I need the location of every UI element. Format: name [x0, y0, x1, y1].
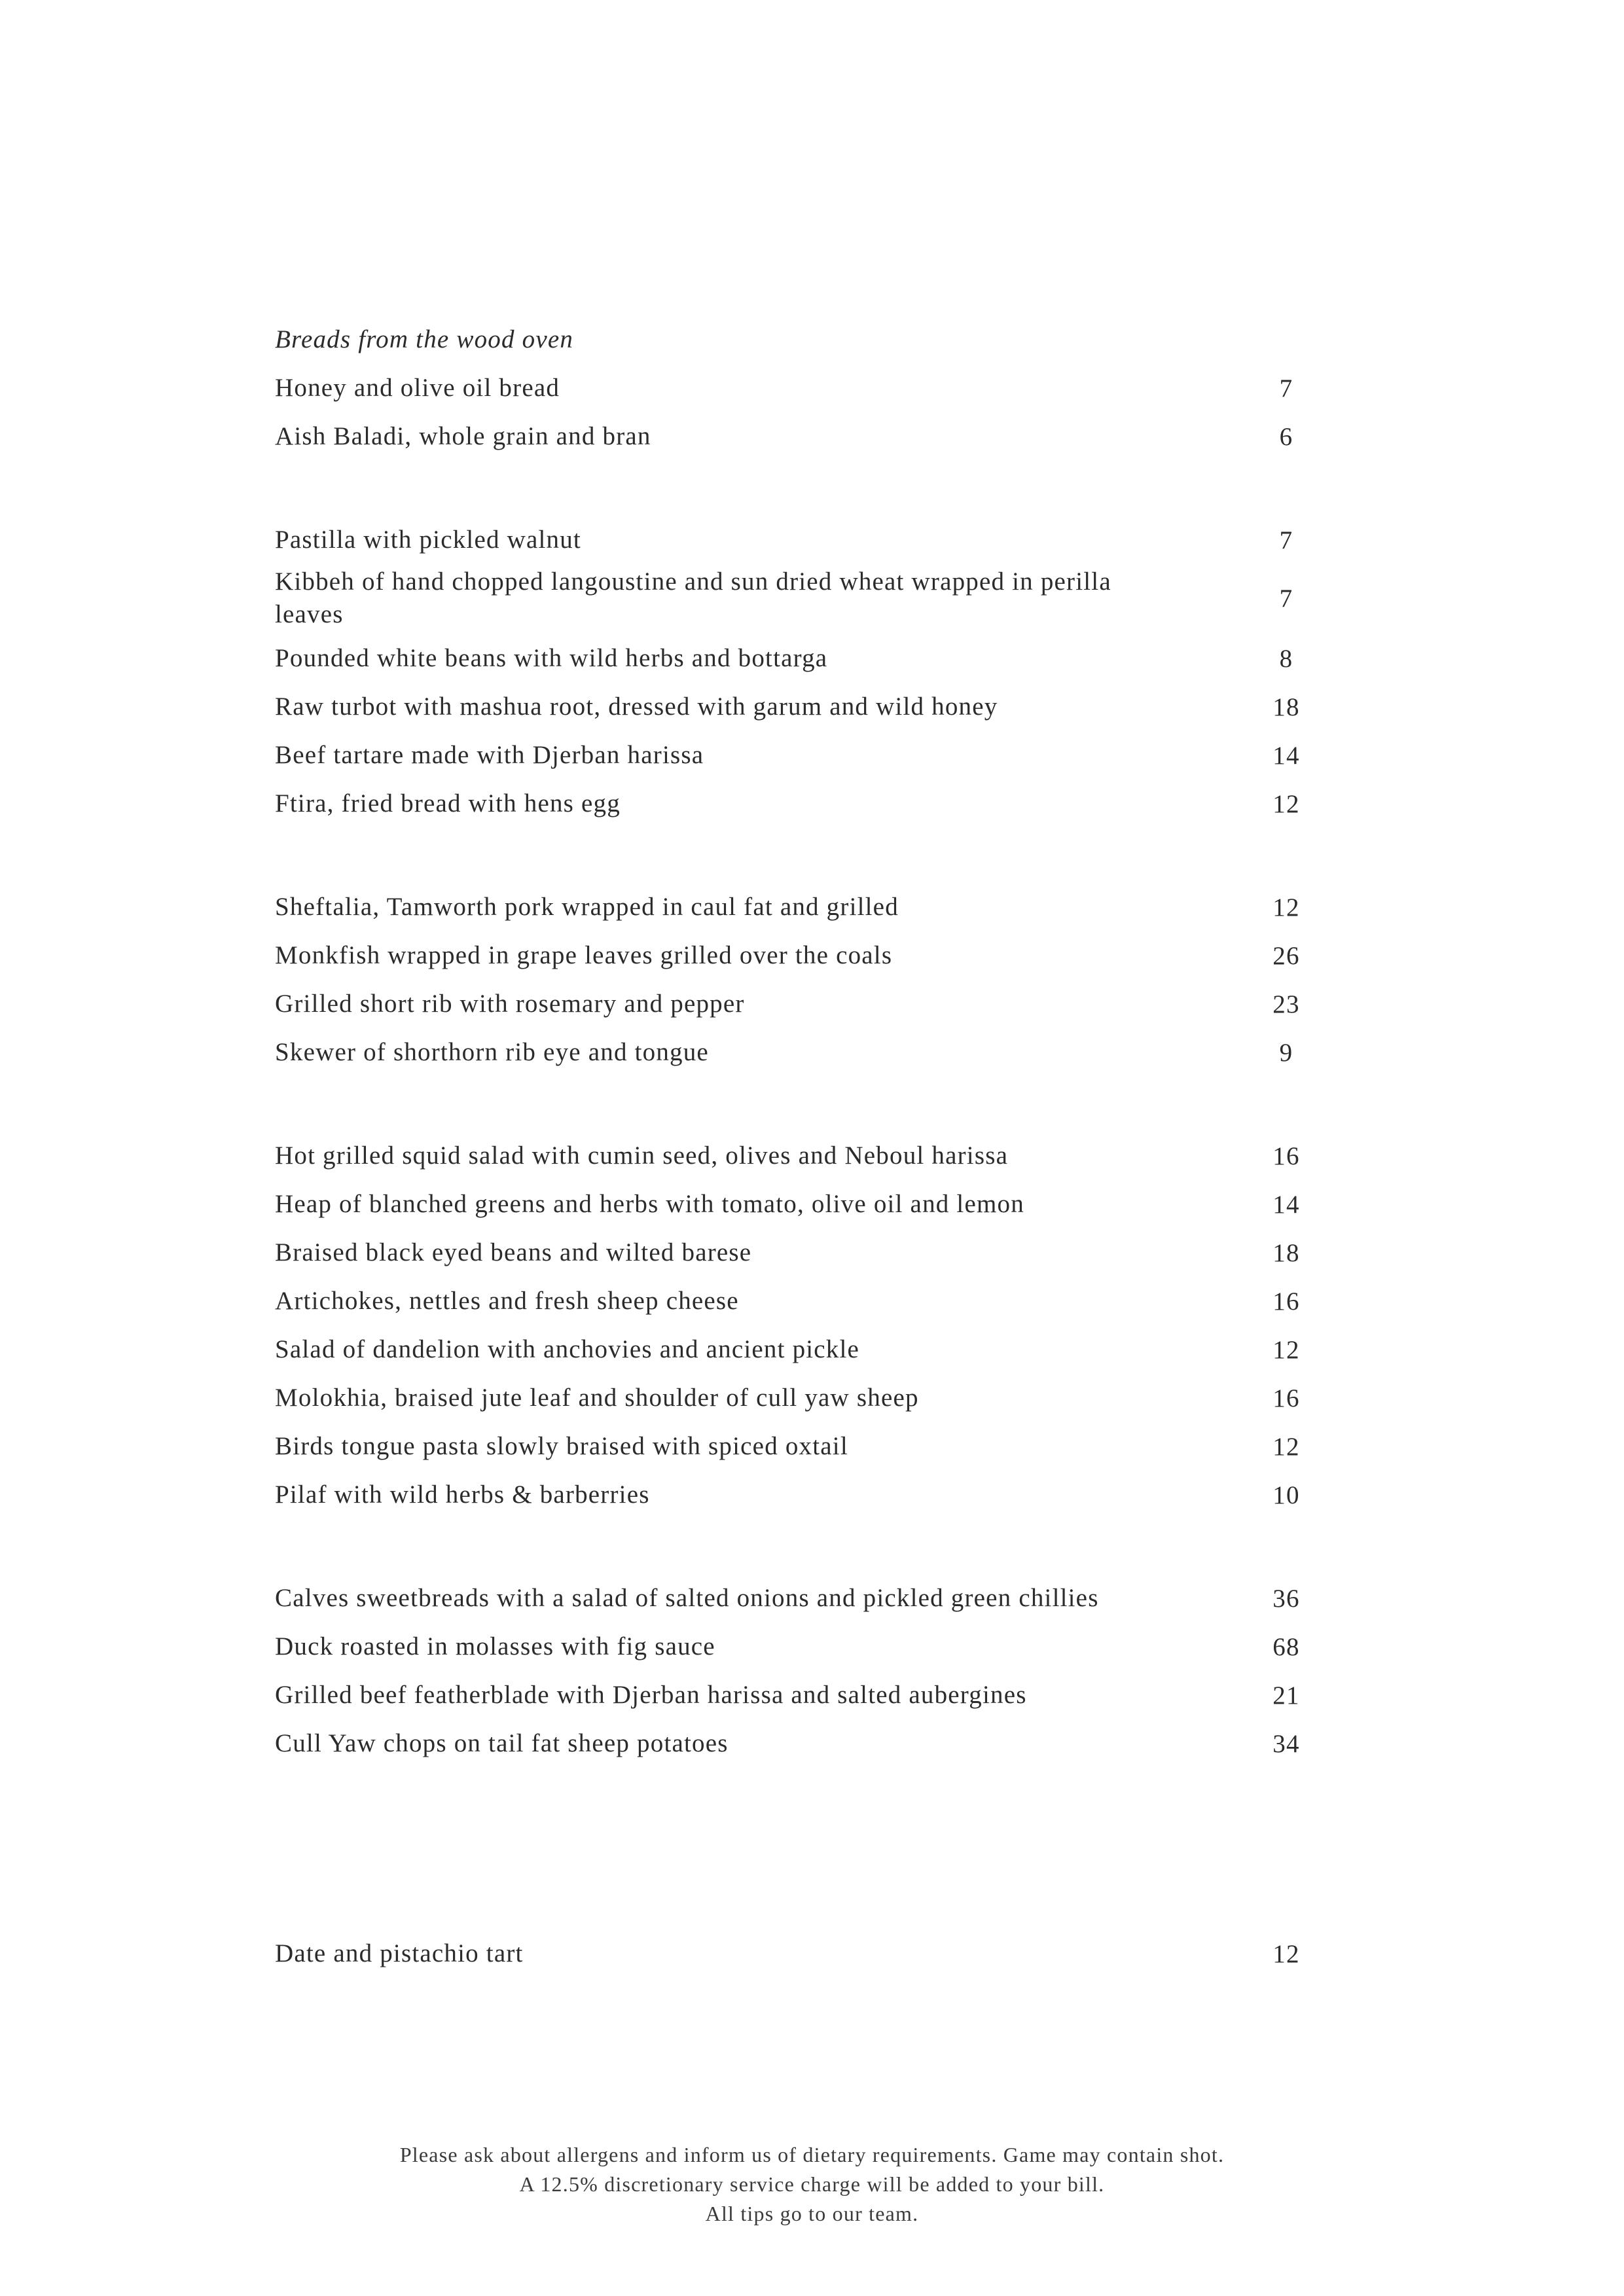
item-name: Pastilla with pickled walnut: [275, 526, 581, 554]
item-price: 7: [1279, 374, 1293, 403]
section-divider: [275, 1519, 1306, 1574]
allergen-notice: Please ask about allergens and inform us of dietary requirements. Game may contain shot.: [399, 2143, 1225, 2166]
item-name: Cull Yaw chops on tail fat sheep potatoes: [275, 1729, 729, 1757]
menu-item: [275, 1471, 1306, 1519]
menu-item: [275, 634, 1306, 683]
item-price: 14: [1272, 1190, 1300, 1219]
menu: [275, 315, 1306, 1978]
menu-item: [275, 564, 1306, 632]
item-name: Pilaf with wild herbs & barberries: [275, 1480, 650, 1509]
item-price: 8: [1279, 644, 1293, 673]
item-name: Hot grilled squid salad with cumin seed, olives and Neboul harissa: [275, 1141, 1009, 1170]
item-name: Aish Baladi, whole grain and bran: [275, 422, 651, 450]
menu-item: [275, 731, 1306, 780]
menu-section-dessert: [275, 1929, 1306, 1978]
section-title: Breads from the wood oven: [275, 325, 574, 353]
menu-section-grill: [275, 883, 1306, 1077]
menu-item: [275, 1180, 1306, 1229]
item-price: 16: [1272, 1384, 1300, 1412]
item-name: Molokhia, braised jute leaf and shoulder of cull yaw sheep: [275, 1384, 919, 1412]
item-name: Kibbeh of hand chopped langoustine and sun dried wheat wrapped in perilla leaves: [275, 567, 1111, 628]
menu-item: [275, 683, 1306, 731]
item-price: 14: [1272, 741, 1300, 770]
item-name: Ftira, fried bread with hens egg: [275, 789, 621, 817]
item-price: 26: [1272, 941, 1300, 970]
menu-item: [275, 412, 1306, 461]
menu-section-breads: [275, 315, 1306, 461]
menu-item: [275, 1325, 1306, 1374]
item-name: Braised black eyed beans and wilted barese: [275, 1238, 752, 1266]
item-price: 7: [1279, 526, 1293, 554]
section-divider: [275, 461, 1306, 516]
menu-item: [275, 883, 1306, 931]
item-name: Duck roasted in molasses with fig sauce: [275, 1632, 715, 1660]
item-name: Heap of blanched greens and herbs with tomato, olive oil and lemon: [275, 1190, 1024, 1218]
menu-item: [275, 780, 1306, 828]
item-name: Artichokes, nettles and fresh sheep cheese: [275, 1287, 739, 1315]
item-price: 18: [1272, 1238, 1300, 1267]
service-charge-notice: A 12.5% discretionary service charge will be added to your bill.: [519, 2172, 1105, 2196]
item-price: 7: [1279, 584, 1293, 613]
section-divider: [275, 828, 1306, 883]
item-price: 16: [1272, 1141, 1300, 1170]
item-price: 12: [1272, 1432, 1300, 1461]
menu-item: [275, 980, 1306, 1028]
item-name: Beef tartare made with Djerban harissa: [275, 741, 704, 769]
item-price: 68: [1272, 1632, 1300, 1661]
item-name: Raw turbot with mashua root, dressed with garum and wild honey: [275, 692, 998, 721]
item-price: 12: [1272, 1939, 1300, 1968]
item-name: Grilled beef featherblade with Djerban harissa and salted aubergines: [275, 1681, 1027, 1709]
item-name: Birds tongue pasta slowly braised with spiced oxtail: [275, 1432, 848, 1460]
item-price: 23: [1272, 990, 1300, 1018]
item-price: 9: [1279, 1038, 1293, 1067]
item-name: Skewer of shorthorn rib eye and tongue: [275, 1038, 709, 1066]
menu-item: [275, 1277, 1306, 1325]
menu-section-mains: [275, 1574, 1306, 1768]
item-name: Date and pistachio tart: [275, 1939, 524, 1967]
item-name: Monkfish wrapped in grape leaves grilled over the coals: [275, 941, 893, 969]
item-price: 16: [1272, 1287, 1300, 1316]
item-name: Sheftalia, Tamworth pork wrapped in caul fat and grilled: [275, 893, 899, 921]
footer-notice: [0, 2140, 1624, 2229]
menu-item: [275, 1623, 1306, 1671]
menu-section-vegetables: [275, 1132, 1306, 1519]
menu-item: [275, 931, 1306, 980]
item-price: 34: [1272, 1729, 1300, 1758]
menu-item: [275, 1132, 1306, 1180]
tips-notice: All tips go to our team.: [705, 2202, 919, 2225]
item-price: 18: [1272, 692, 1300, 721]
item-name: Calves sweetbreads with a salad of salted onions and pickled green chillies: [275, 1584, 1099, 1612]
menu-item: [275, 1574, 1306, 1623]
menu-section-small-plates: [275, 516, 1306, 828]
item-price: 12: [1272, 1335, 1300, 1364]
menu-item: [275, 1374, 1306, 1422]
item-price: 36: [1272, 1584, 1300, 1613]
menu-item: [275, 1422, 1306, 1471]
item-price: 21: [1272, 1681, 1300, 1710]
menu-item: [275, 1028, 1306, 1077]
menu-item: [275, 1671, 1306, 1719]
menu-item: [275, 1229, 1306, 1277]
menu-item: [275, 1719, 1306, 1768]
item-name: Honey and olive oil bread: [275, 374, 560, 402]
item-name: Salad of dandelion with anchovies and ancient pickle: [275, 1335, 860, 1363]
menu-item: [275, 364, 1306, 412]
section-divider: [275, 1768, 1306, 1929]
section-divider: [275, 1077, 1306, 1132]
menu-item: [275, 516, 1306, 564]
menu-item: [275, 1929, 1306, 1978]
item-price: 12: [1272, 789, 1300, 818]
item-name: Grilled short rib with rosemary and pepper: [275, 990, 745, 1018]
item-name: Pounded white beans with wild herbs and bottarga: [275, 644, 828, 672]
item-price: 12: [1272, 893, 1300, 922]
item-price: 6: [1279, 422, 1293, 451]
item-price: 10: [1272, 1480, 1300, 1509]
